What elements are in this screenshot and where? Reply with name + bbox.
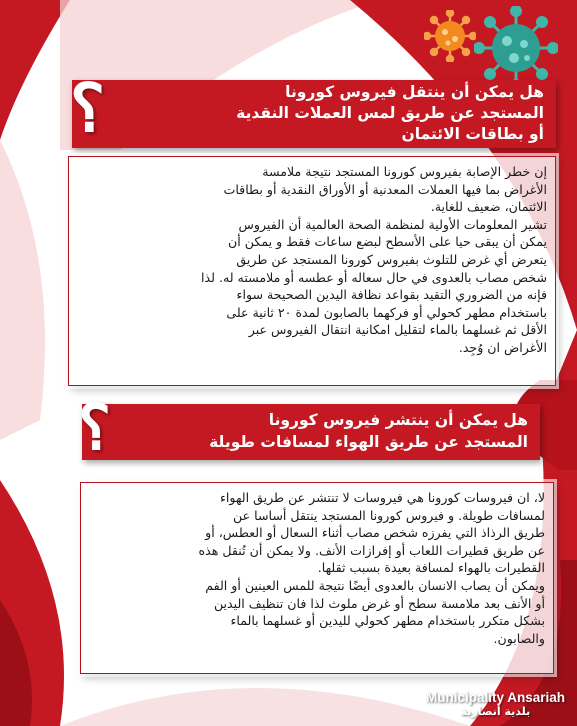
answer-2-line-3: طريق الرذاذ التي يفرزه شخص مصاب أثناء السعال أو العطس، أو	[205, 525, 545, 541]
answer-2-line-8: بشكل متكرر باستخدام مطهر كحولي لليدين أو غسلهما بالماء	[230, 613, 545, 629]
question-banner-1	[72, 80, 556, 148]
question-2-line-1: هل يمكن أن ينتشر فيروس كورونا	[268, 411, 528, 429]
question-mark-icon-1: ؟	[70, 69, 106, 147]
brand-name-ar: بلدية أنصارية	[460, 705, 531, 718]
question-mark-icon-2: ؟	[78, 391, 111, 464]
question-banner-2	[82, 404, 540, 460]
question-1-line-2: المستجد عن طريق لمس العملات النقدية	[236, 104, 544, 122]
answer-2-line-6: ويمكن أن يصاب الانسان بالعدوى أيضًا نتيجة للمس العينين أو الفم	[205, 577, 545, 593]
answer-2-line-5: القطيرات بالهواء لمسافة بعيدة بسبب ثقلها.	[317, 560, 545, 576]
question-1-line-1: هل يمكن أن ينتقل فيروس كورونا	[285, 83, 544, 101]
answer-2-line-4: عن طريق قطيرات اللعاب أو إفرازات الأنف. ولا يمكن أن تُنقل هذه	[198, 542, 545, 558]
answer-box-2	[80, 482, 554, 674]
answer-1-line-5: يمكن أن يبقى حيا على الأسطح لبضع ساعات فقط و يمكن أن	[228, 234, 547, 250]
answer-1-line-6: يتعرض أي غرض للتلوث بفيروس كورونا المستجد عن طريق	[236, 251, 547, 267]
question-1-line-3: أو بطاقات الائتمان	[401, 125, 544, 143]
answer-1-line-7: شخص مصاب بالعدوى في حال سعاله أو عطسه أو ملامسته له. لذا	[201, 269, 547, 285]
answer-1-line-3: الائتمان، ضعيف للغاية.	[430, 199, 547, 215]
brand-logo	[426, 690, 565, 718]
answer-box-1	[68, 156, 556, 386]
answer-2-line-7: أو الأنف بعد ملامسة سطح أو غرض ملوث لذا فان تنظيف اليدين	[213, 595, 545, 611]
answer-1-line-9: باستخدام مطهر كحولي أو فركهما بالصابون لمدة ٢٠ ثانية على	[226, 304, 547, 320]
answer-2-line-1: لا، ان فيروسات كورونا هي فيروسات لا تنتشر عن طريق الهواء	[220, 490, 545, 505]
answer-1-line-4: تشير المعلومات الأولية لمنظمة الصحة العالمية أن الفيروس	[238, 216, 547, 232]
answer-2-line-9: والصابون.	[493, 630, 545, 646]
question-2-line-2: المستجد عن طريق الهواء لمسافات طويلة	[209, 433, 528, 451]
answer-2-line-2: لمسافات طويلة. و فيروس كورونا المستجد ينتقل أساسا عن	[233, 507, 545, 523]
answer-1-line-2: الأغراض بما فيها العملات المعدنية أو الأوراق النقدية أو بطاقات	[223, 181, 547, 197]
virus-icon-orange	[424, 10, 476, 62]
answer-1-line-10: الأقل ثم غسلهما بالماء لتقليل امكانية انتقال الفيروس عبر	[248, 322, 547, 338]
answer-1-line-8: فإنه من الضروري التقيد بقواعد نظافة اليدين الصحيحة سواء	[236, 287, 547, 303]
brand-name-en: Municipality Ansariah	[425, 690, 565, 705]
answer-1-line-11: الأغراض ان وُجِد.	[458, 339, 547, 355]
virus-icon-teal	[474, 6, 558, 90]
answer-1-line-1: إن خطر الإصابة بفيروس كورونا المستجد نتيجة ملامسة	[262, 164, 547, 179]
